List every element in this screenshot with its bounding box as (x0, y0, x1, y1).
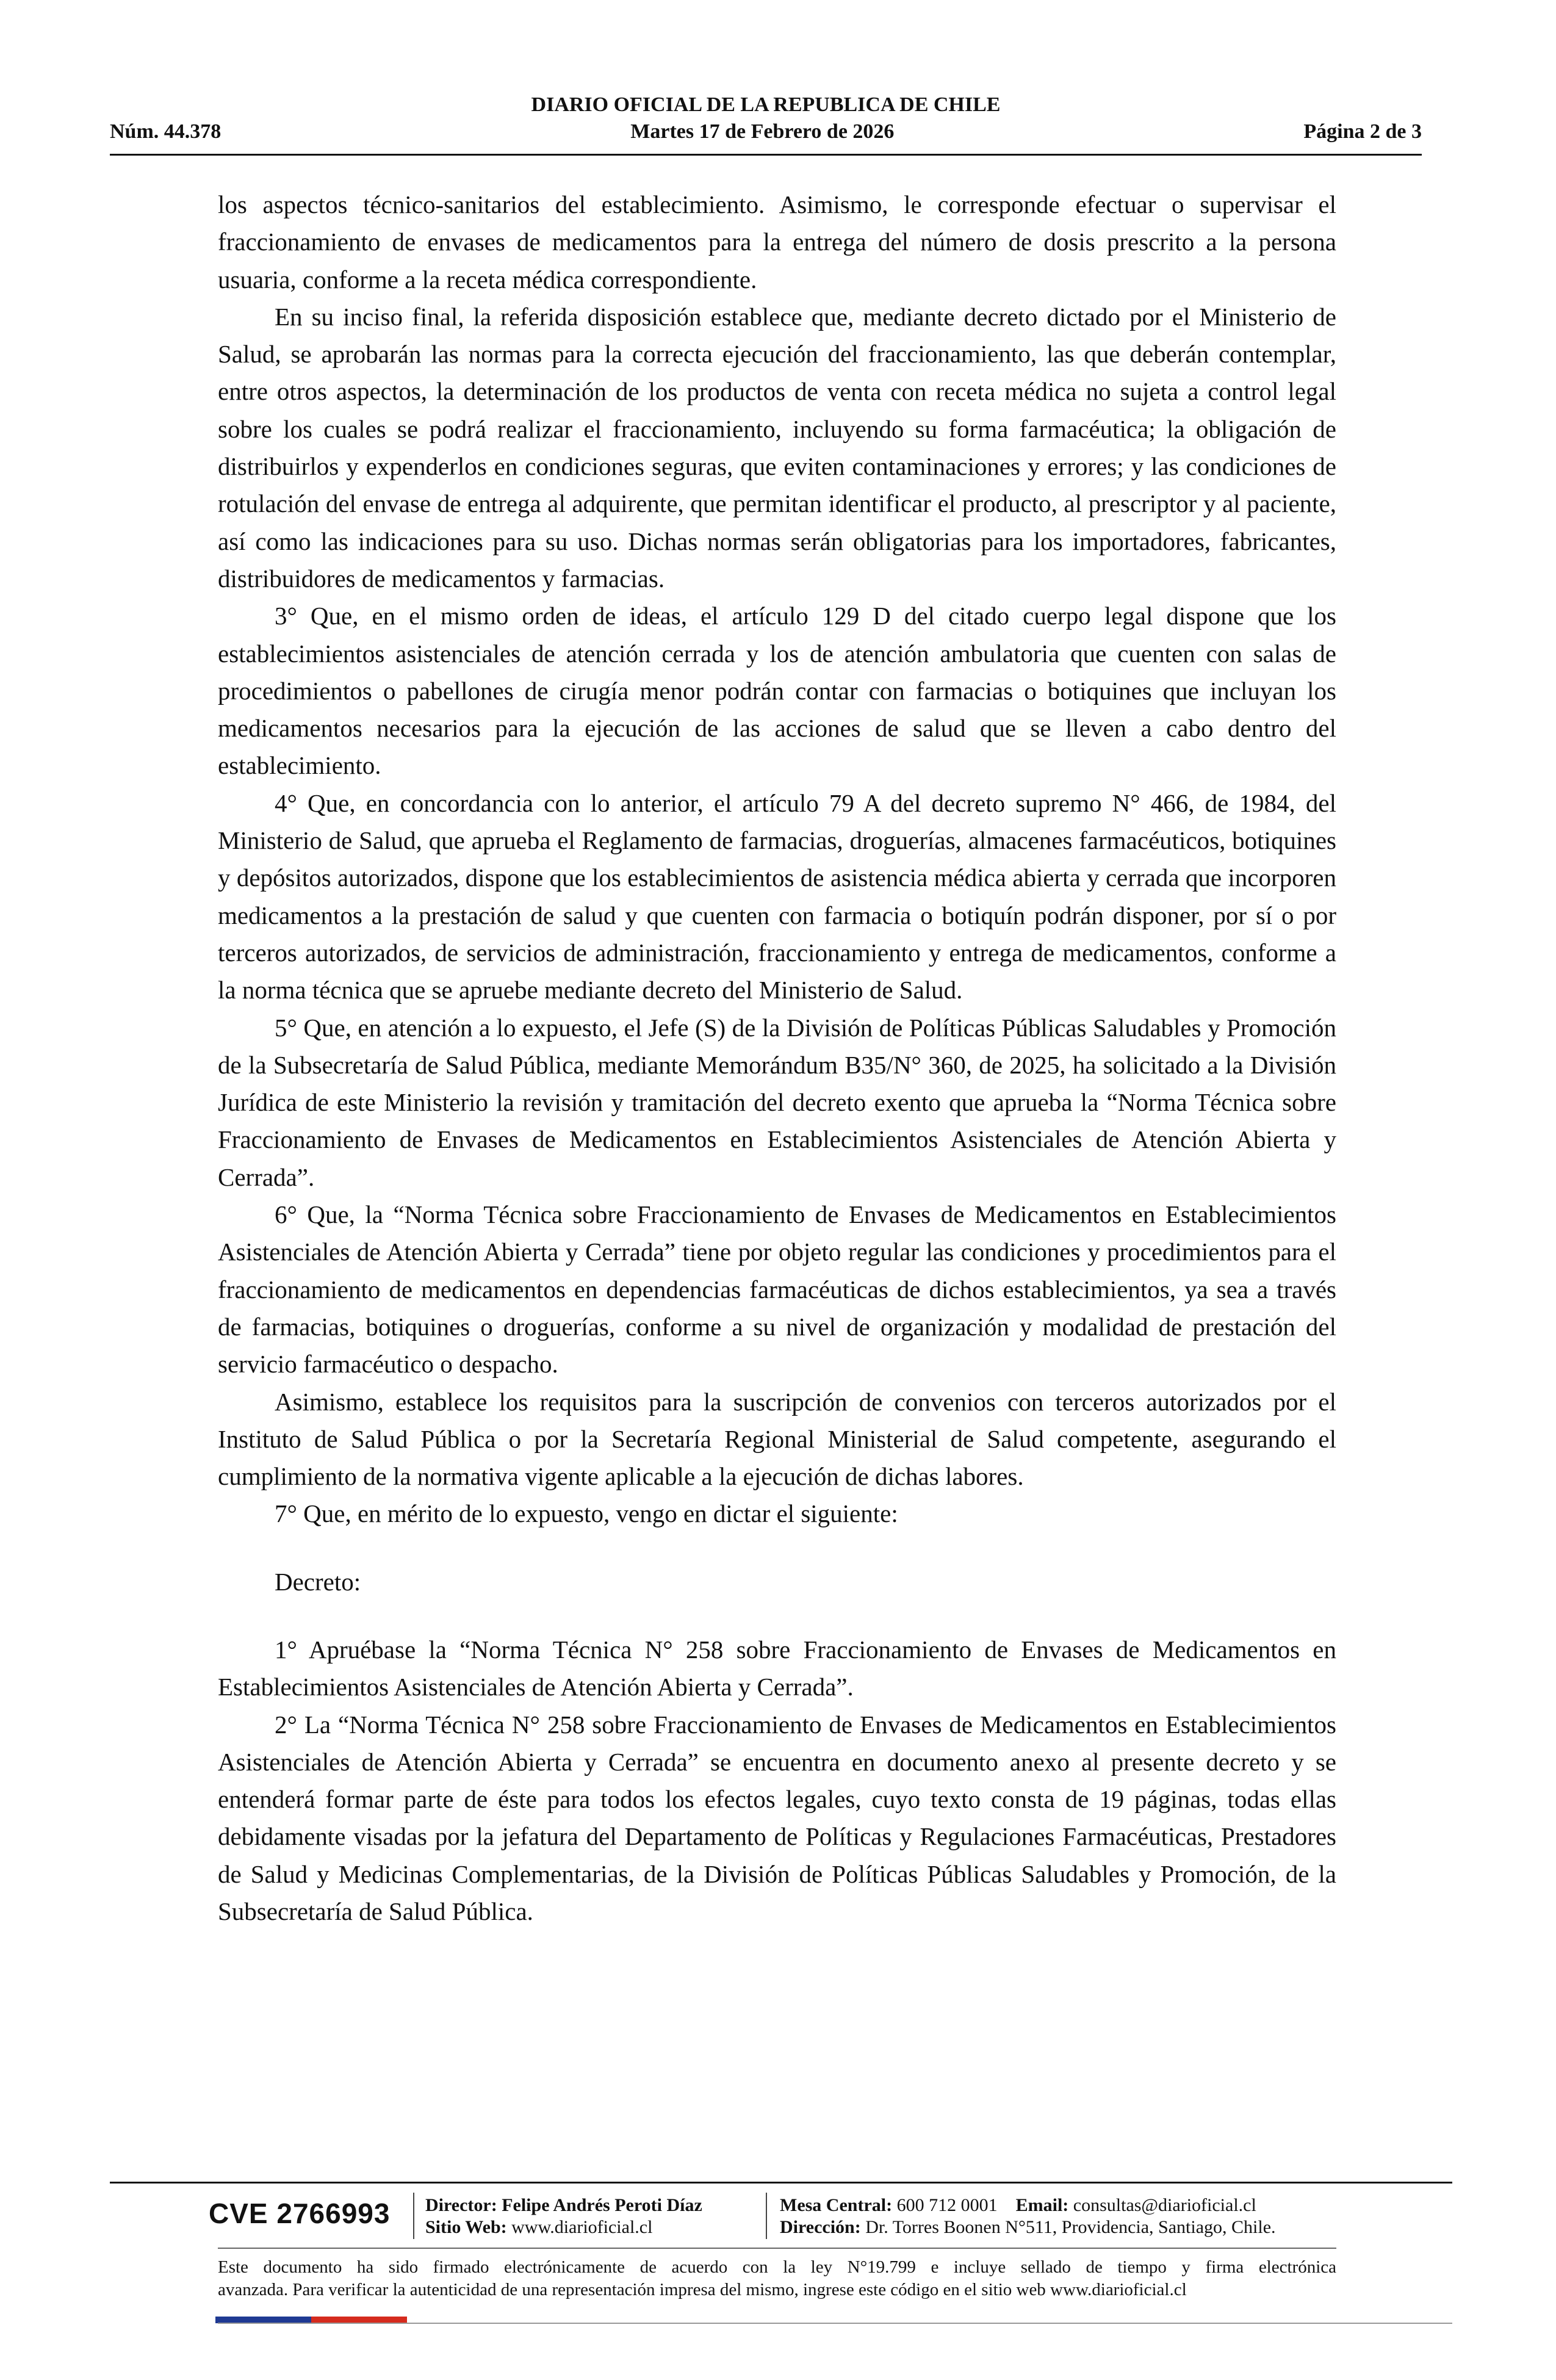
newspaper-title: DIARIO OFICIAL DE LA REPUBLICA DE CHILE (531, 93, 1001, 116)
page-indicator: Página 2 de 3 (1303, 120, 1422, 143)
mesa-label: Mesa Central: (780, 2195, 893, 2215)
footer-director-block (425, 2194, 755, 2238)
paragraph: 3° Que, en el mismo orden de ideas, el artículo 129 D del citado cuerpo legal dispone que los establecimientos asistenciales de atención cerrada y los de atención ambulatoria que cuenten con salas de procedimientos o pabellones de cirugía menor podrán contar con farmacias o botiquines que incluyan los medicamentos necesarios para la ejecución de las acciones de salud que se lleven a cabo dentro del establecimiento. (218, 602, 1336, 780)
director-label: Director: (425, 2195, 497, 2215)
issue-date: Martes 17 de Febrero de 2026 (630, 120, 895, 143)
footer-divider (218, 2323, 1452, 2324)
address-value: Dr. Torres Boonen N°511, Providencia, Santiago, Chile. (865, 2217, 1276, 2237)
legal-line: avanzada. Para verificar la autenticidad de una representación impresa del mismo, ingrese este código en el sitio web www.diarioficial.cl (218, 2280, 1187, 2299)
legal-line: Este documento ha sido firmado electrónicamente de acuerdo con la ley N°19.799 e incluye sellado de tiempo y firma electrónica (218, 2257, 1336, 2277)
mesa-phone: 600 712 0001 (896, 2195, 998, 2215)
paragraph: Asimismo, establece los requisitos para la suscripción de convenios con terceros autorizados por el Instituto de Salud Pública o por la Secretaría Regional Ministerial de Salud competente, asegurando el cumplimiento de la normativa vigente aplicable a la ejecución de dichas labores. (218, 1387, 1336, 1491)
footer-divider (110, 2182, 1452, 2183)
website-label: Sitio Web: (425, 2217, 507, 2237)
paragraph: En su inciso final, la referida disposición establece que, mediante decreto dictado por el Ministerio de Salud, se aprobarán las normas para la correcta ejecución del fraccionamiento, las que deberán contemplar, entre otros aspectos, la determinación de los productos de venta con receta médica no sujeta a control legal sobre los cuales se podrá realizar el fraccionamiento, incluyendo su forma farmacéutica; la obligación de distribuirlos y expenderlos en condiciones seguras, que eviten contaminaciones y errores; y las condiciones de rotulación del envase de entrega al adquirente, que permitan identificar el producto, al prescriptor y al paciente, así como las indicaciones para su uso. Dichas normas serán obligatorias para los importadores, fabricantes, distribuidores de medicamentos y farmacias. (218, 302, 1336, 593)
paragraph: 5° Que, en atención a lo expuesto, el Jefe (S) de la División de Políticas Públicas Saludables y Promoción de la Subsecretaría de Salud Pública, mediante Memorándum B35/N° 360, de 2025, ha solicitado a la División Jurídica de este Ministerio la revisión y tramitación del decreto exento que aprueba la “Norma Técnica sobre Fraccionamiento de Envases de Medicamentos en Establecimientos Asistenciales de Atención Abierta y Cerrada”. (218, 1013, 1336, 1191)
issue-number: Núm. 44.378 (110, 120, 222, 143)
email-link[interactable]: consultas@diarioficial.cl (1073, 2195, 1256, 2215)
header-row (110, 118, 1422, 145)
paragraph: 2° La “Norma Técnica N° 258 sobre Fraccionamiento de Envases de Medicamentos en Establecimientos Asistenciales de Atención Abierta y Cerrada” se encuentra en documento anexo al presente decreto y se entenderá formar parte de éste para todos los efectos legales, cuyo texto consta de 19 páginas, todas ellas debidamente visadas por la jefatura del Departamento de Políticas y Regulaciones Farmacéuticas, Prestadores de Salud y Medicinas Complementarias, de la División de Políticas Públicas Saludables y Promoción, de la Subsecretaría de Salud Pública. (218, 1710, 1336, 1926)
footer-divider (218, 2248, 1336, 2249)
address-label: Dirección: (780, 2217, 861, 2237)
paragraph: 4° Que, en concordancia con lo anterior, el artículo 79 A del decreto supremo N° 466, de 1984, del Ministerio de Salud, que aprueba el Reglamento de farmacias, droguerías, almacenes farmacéuticos, botiquines y depósitos autorizados, dispone que los establecimientos de asistencia médica abierta y cerrada que incorporen medicamentos a la prestación de salud y que cuenten con farmacia o botiquín podrán disponer, por sí o por terceros autorizados, de servicios de administración, fraccionamiento y entrega de medicamentos, conforme a la norma técnica que se apruebe mediante decreto del Ministerio de Salud. (218, 788, 1336, 1004)
footer-separator (766, 2193, 767, 2239)
paragraph: 1° Apruébase la “Norma Técnica N° 258 sobre Fraccionamiento de Envases de Medicamentos en Establecimientos Asistenciales de Atención Abierta y Cerrada”. (218, 1635, 1336, 1701)
paragraph: 6° Que, la “Norma Técnica sobre Fraccionamiento de Envases de Medicamentos en Establecimientos Asistenciales de Atención Abierta y Cerrada” tiene por objeto regular las condiciones y procedimientos para el fraccionamiento de medicamentos en dependencias farmacéuticas de dichos establecimientos, ya sea a través de farmacias, botiquines o droguerías, conforme a su nivel de organización y modalidad de prestación del servicio farmacéutico o despacho. (218, 1200, 1336, 1379)
website-link[interactable]: www.diarioficial.cl (511, 2217, 653, 2237)
page-header (110, 92, 1422, 145)
paragraph: los aspectos técnico-sanitarios del establecimiento. Asimismo, le corresponde efectuar o supervisar el fraccionamiento de envases de medicamentos para la entrega del número de dosis prescrito a la persona usuaria, conforme a la receta médica correspondiente. (218, 190, 1336, 294)
header-divider (110, 154, 1422, 156)
footer-contact-block (780, 2194, 1390, 2238)
decree-heading: Decreto: (275, 1567, 361, 1596)
email-label: Email: (1015, 2195, 1069, 2215)
footer-separator (413, 2193, 414, 2239)
cve-code: CVE 2766993 (209, 2198, 391, 2229)
legal-notice (218, 2256, 1336, 2301)
paragraph: 7° Que, en mérito de lo expuesto, vengo en dictar el siguiente: (275, 1499, 898, 1528)
document-body (218, 186, 1336, 1930)
director-name: Felipe Andrés Peroti Díaz (502, 2195, 702, 2215)
